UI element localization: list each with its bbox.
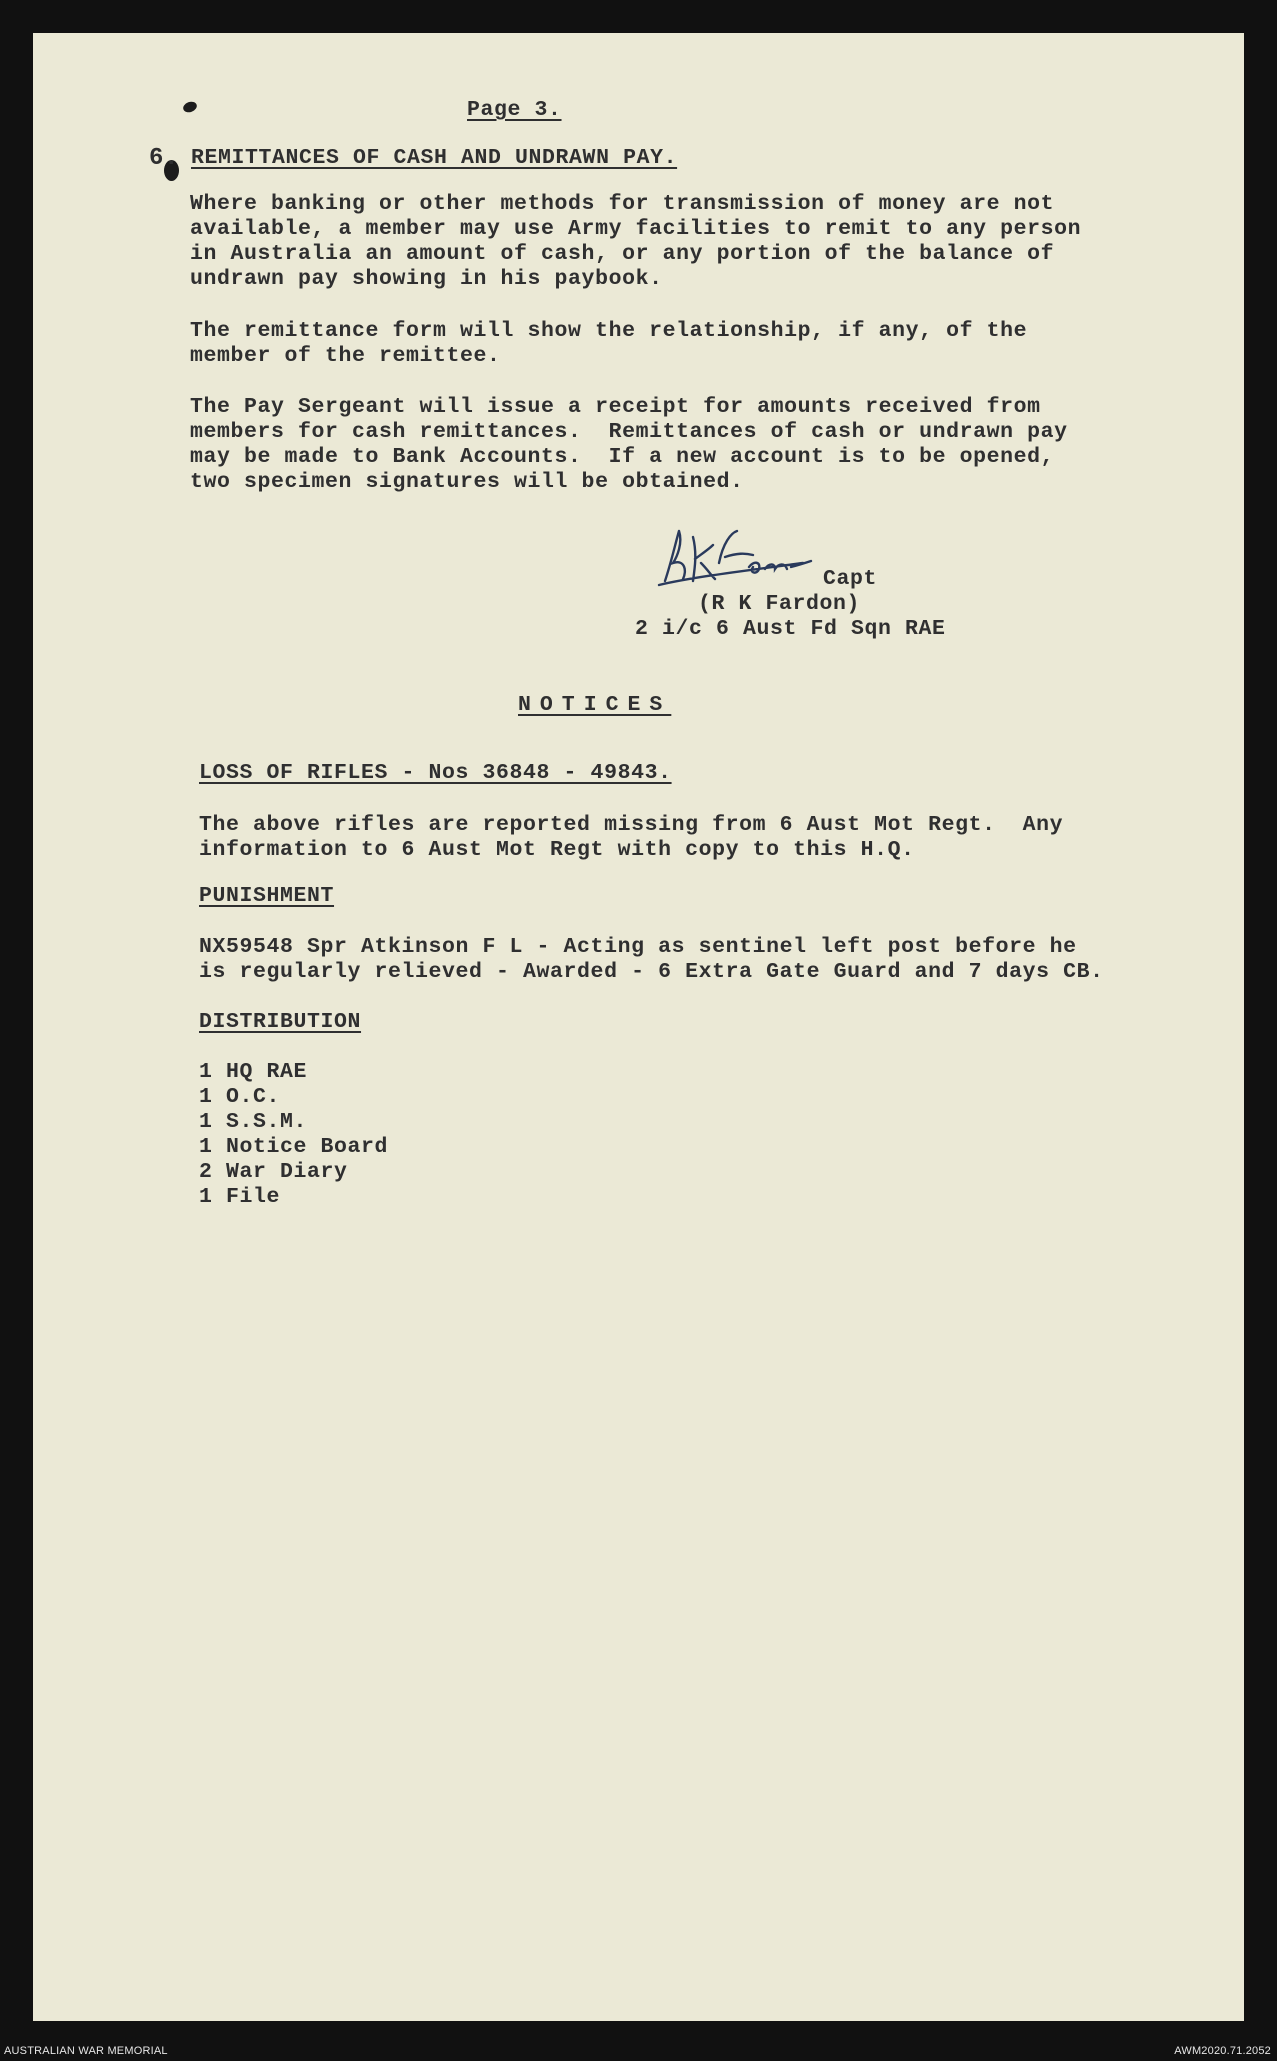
- paragraph-line: NX59548 Spr Atkinson F L - Acting as sentinel left post before he: [199, 935, 1077, 959]
- paragraph-line: undrawn pay showing in his paybook.: [190, 267, 663, 291]
- footer-left-caption: AUSTRALIAN WAR MEMORIAL: [4, 2045, 168, 2057]
- loss-of-rifles-heading: LOSS OF RIFLES - Nos 36848 - 49843.: [199, 761, 672, 785]
- page-number: Page 3.: [467, 98, 562, 122]
- document-sheet: [33, 33, 1244, 2021]
- list-item: 2 War Diary: [199, 1160, 348, 1184]
- punch-mark-top: [182, 100, 199, 114]
- list-item: 1 HQ RAE: [199, 1060, 308, 1084]
- distribution-heading: DISTRIBUTION: [199, 1010, 362, 1034]
- notices-heading: NOTICES: [518, 693, 672, 717]
- section-heading: REMITTANCES OF CASH AND UNDRAWN PAY.: [191, 146, 678, 170]
- paragraph-line: Where banking or other methods for transmission of money are not: [190, 192, 1055, 216]
- handwritten-signature: [653, 523, 823, 593]
- paragraph-line: available, a member may use Army facilities to remit to any person: [190, 217, 1082, 241]
- signatory-rank: Capt: [823, 567, 878, 591]
- paragraph-line: The Pay Sergeant will issue a receipt for amounts received from: [190, 395, 1041, 419]
- list-item: 1 Notice Board: [199, 1135, 389, 1159]
- list-item: 1 O.C.: [199, 1085, 281, 1109]
- paragraph-line: information to 6 Aust Mot Regt with copy to this H.Q.: [199, 838, 915, 862]
- paragraph-line: two specimen signatures will be obtained.: [190, 470, 744, 494]
- list-item: 1 File: [199, 1185, 281, 1209]
- section-number: 6.: [149, 145, 180, 172]
- paragraph-line: The remittance form will show the relationship, if any, of the: [190, 319, 1028, 343]
- paragraph-line: member of the remittee.: [190, 344, 501, 368]
- paragraph-line: members for cash remittances. Remittances of cash or undrawn pay: [190, 420, 1068, 444]
- paragraph-line: is regularly relieved - Awarded - 6 Extra Gate Guard and 7 days CB.: [199, 960, 1104, 984]
- footer-right-caption: AWM2020.71.2052: [1174, 2045, 1271, 2057]
- signatory-name: (R K Fardon): [698, 592, 861, 616]
- paragraph-line: may be made to Bank Accounts. If a new account is to be opened,: [190, 445, 1055, 469]
- paragraph-line: The above rifles are reported missing from 6 Aust Mot Regt. Any: [199, 813, 1064, 837]
- signatory-appointment: 2 i/c 6 Aust Fd Sqn RAE: [635, 617, 946, 641]
- punishment-heading: PUNISHMENT: [199, 884, 335, 908]
- list-item: 1 S.S.M.: [199, 1110, 308, 1134]
- paragraph-line: in Australia an amount of cash, or any portion of the balance of: [190, 242, 1055, 266]
